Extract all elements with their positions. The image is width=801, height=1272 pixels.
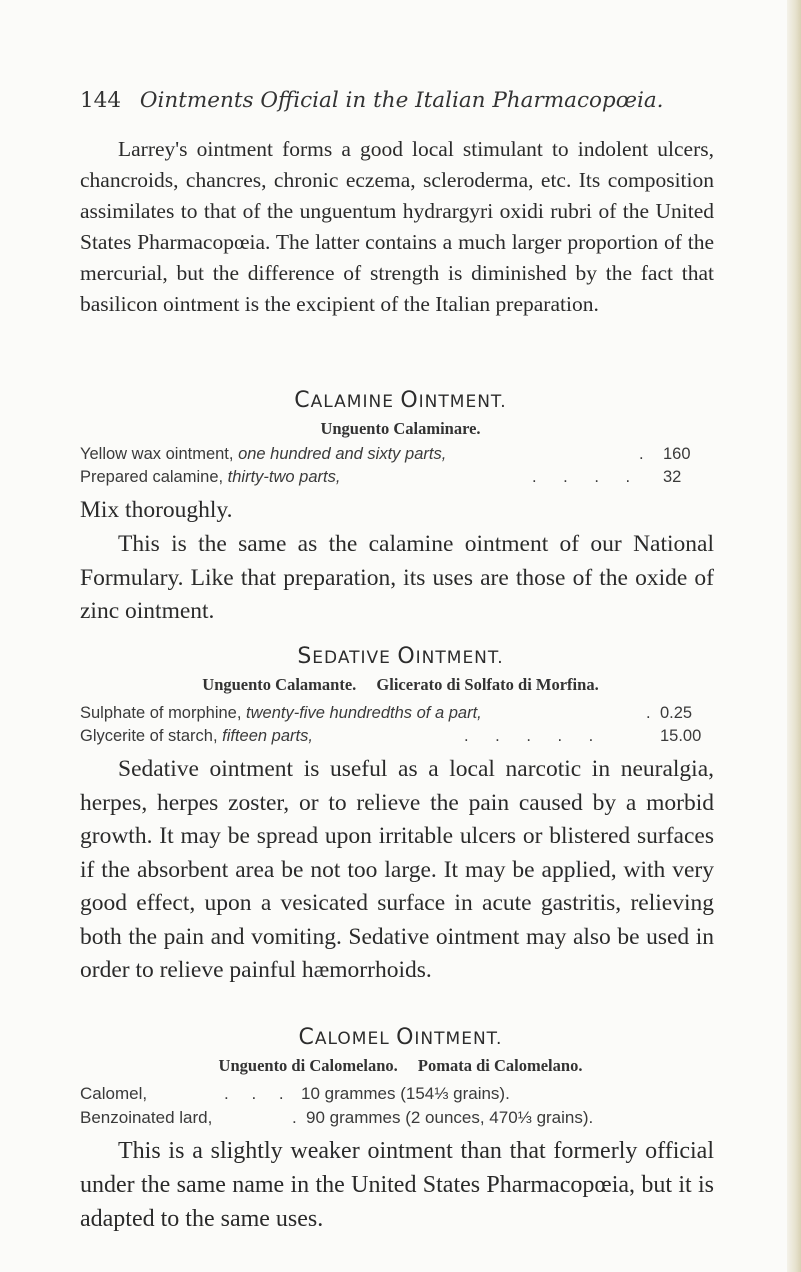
calamine-title: CALAMINE OINTMENT. (294, 388, 507, 413)
ingredient-value: 15.00 (660, 727, 702, 745)
leader-dots: . (646, 704, 662, 722)
ingredient-name: Yellow wax ointment, one hundred and sixty parts, (80, 445, 447, 463)
italian-name-1: Unguento Calamante. (202, 675, 357, 694)
calomel-ingredient-row (80, 1084, 720, 1106)
calamine-italian-name: Unguento Calaminare. (320, 419, 481, 438)
ingredient-value: 32 (663, 468, 682, 486)
italian-name-1: Unguento di Calomelano. (218, 1056, 398, 1075)
ingredient-name: Prepared calamine, thirty-two parts, (80, 468, 341, 486)
calomel-ingredient-row (80, 1108, 720, 1130)
calomel-title: CALOMEL OINTMENT. (298, 1025, 503, 1050)
running-header (80, 88, 720, 113)
calomel-italian-names (0, 1056, 801, 1076)
running-title: Ointments Official in the Italian Pharmacopœia. (139, 88, 664, 113)
leader-dots: . (292, 1108, 306, 1127)
calamine-ingredient-row (80, 468, 720, 490)
sedative-paragraph: Sedative ointment is useful as a local narcotic in neuralgia, herpes, herpes zoster, or to relieve the pain caused by a morbid growth. It may be spread upon irritable ulcers or blistered surfaces if the absorbent area be not too large. It may be applied, with very good effect, upon a vesicated surface in acute gastritis, relieving both the pain and vomiting. Sedative ointment may also be used in order to relieve painful hæmorrhoids. (80, 756, 714, 983)
ingredient-name: Calomel, (80, 1084, 148, 1103)
sedative-ingredient-row (80, 727, 720, 749)
ingredient-name: Glycerite of starch, fifteen parts, (80, 727, 313, 745)
sedative-italian-names (0, 675, 801, 695)
ingredient-amount: 90 grammes (2 ounces, 470⅓ grains). (306, 1108, 594, 1127)
ingredient-amount: 10 grammes (154⅓ grains). (301, 1084, 510, 1103)
ingredient-name: Sulphate of morphine, twenty-five hundredths of a part, (80, 704, 482, 722)
calomel-paragraph: This is a slightly weaker ointment than that formerly official under the same name in the United States Pharmacopœia, but it is adapted to the same uses. (80, 1138, 714, 1232)
leader-dots: . . . . (532, 468, 642, 486)
intro-paragraph: Larrey's ointment forms a good local stimulant to indolent ulcers, chancroids, chancres, chronic eczema, scleroderma, etc. Its composition assimilates to that of the unguentum hydrargyri oxidi rubri of the United States Pharmacopœia. The latter contains a much larger proportion of the mercurial, but the difference of strength is diminished by the fact that basilicon ointment is the excipient of the Italian preparation. (80, 137, 714, 316)
calamine-ingredient-row (80, 445, 720, 467)
italian-name-2: Glicerato di Solfato di Morfina. (376, 675, 599, 694)
italian-name-2: Pomata di Calomelano. (417, 1056, 583, 1075)
calamine-paragraph: This is the same as the calamine ointment of our National Formulary. Like that preparation, its uses are those of the oxide of zinc ointment. (80, 531, 714, 624)
leader-dots: . (639, 445, 655, 463)
sedative-ingredient-row (80, 704, 720, 726)
ingredient-value: 0.25 (660, 704, 693, 722)
page-number: 144 (80, 88, 122, 113)
calamine-direction: Mix thoroughly. (80, 497, 233, 523)
page-edge (787, 0, 801, 1272)
ingredient-value: 160 (663, 445, 691, 463)
sedative-title: SEDATIVE OINTMENT. (297, 644, 504, 669)
leader-dots: . . . (224, 1084, 293, 1103)
leader-dots: . . . . . (464, 727, 605, 745)
ingredient-name: Benzoinated lard, (80, 1108, 213, 1127)
